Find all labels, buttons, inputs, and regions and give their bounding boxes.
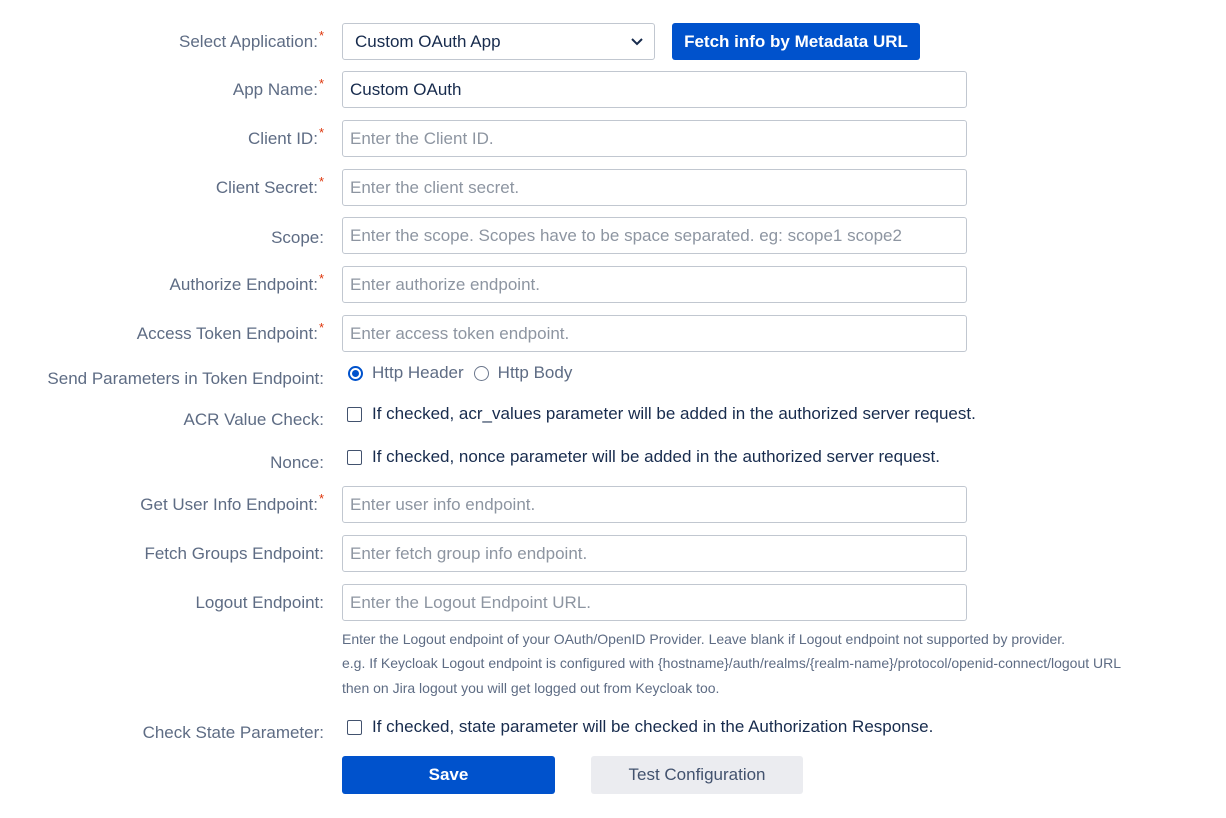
client-secret-label: Client Secret:* xyxy=(215,174,324,197)
scope-input[interactable] xyxy=(342,217,967,254)
chevron-down-icon xyxy=(620,35,654,49)
authorize-endpoint-label: Authorize Endpoint:* xyxy=(169,271,324,294)
send-parameters-radio-group xyxy=(348,363,582,383)
check-state-label: Check State Parameter: xyxy=(142,723,324,742)
fetch-groups-endpoint-label: Fetch Groups Endpoint: xyxy=(144,544,324,563)
select-application-label: Select Application:* xyxy=(179,28,324,51)
app-name-label: App Name:* xyxy=(232,76,324,99)
required-marker: * xyxy=(318,491,324,506)
required-marker: * xyxy=(318,28,324,43)
acr-checkbox[interactable] xyxy=(347,407,362,422)
check-state-checkbox[interactable] xyxy=(347,720,362,735)
radio-http-header[interactable] xyxy=(348,366,363,381)
logout-help-line: then on Jira logout you will get logged out from Keycloak too. xyxy=(342,680,720,696)
required-marker: * xyxy=(318,76,324,91)
acr-value-check-label: ACR Value Check: xyxy=(183,410,324,429)
required-marker: * xyxy=(318,271,324,286)
user-info-endpoint-label: Get User Info Endpoint:* xyxy=(140,491,324,514)
check-state-checkbox-text: If checked, state parameter will be checked in the Authorization Response. xyxy=(372,717,934,736)
logout-endpoint-input[interactable] xyxy=(342,584,967,621)
nonce-checkbox[interactable] xyxy=(347,450,362,465)
client-id-input[interactable] xyxy=(342,120,967,157)
nonce-checkbox-text: If checked, nonce parameter will be added in the authorized server request. xyxy=(372,447,940,466)
test-configuration-button[interactable]: Test Configuration xyxy=(591,756,803,794)
authorize-endpoint-input[interactable] xyxy=(342,266,967,303)
nonce-check-row xyxy=(347,447,940,467)
logout-help-line: Enter the Logout endpoint of your OAuth/OpenID Provider. Leave blank if Logout endpoint not supported by provider. xyxy=(342,631,1066,647)
client-id-label: Client ID:* xyxy=(248,125,324,148)
scope-label: Scope: xyxy=(271,228,324,247)
logout-endpoint-label: Logout Endpoint: xyxy=(195,593,324,612)
radio-http-body-label[interactable]: Http Body xyxy=(497,363,573,382)
fetch-metadata-button[interactable]: Fetch info by Metadata URL xyxy=(672,23,920,60)
user-info-endpoint-input[interactable] xyxy=(342,486,967,523)
radio-http-header-label[interactable]: Http Header xyxy=(372,363,464,382)
check-state-row xyxy=(347,717,933,737)
access-token-endpoint-label: Access Token Endpoint:* xyxy=(136,320,324,343)
save-button[interactable]: Save xyxy=(342,756,555,794)
acr-checkbox-text: If checked, acr_values parameter will be added in the authorized server request. xyxy=(372,404,976,423)
nonce-label: Nonce: xyxy=(270,453,324,472)
send-parameters-label: Send Parameters in Token Endpoint: xyxy=(47,369,324,388)
app-name-input[interactable] xyxy=(342,71,967,108)
radio-http-body[interactable] xyxy=(474,366,489,381)
required-marker: * xyxy=(318,125,324,140)
logout-help-line: e.g. If Keycloak Logout endpoint is configured with {hostname}/auth/realms/{realm-name}/protocol/openid-connect/logout URL xyxy=(342,655,1122,671)
access-token-endpoint-input[interactable] xyxy=(342,315,967,352)
fetch-groups-endpoint-input[interactable] xyxy=(342,535,967,572)
application-select[interactable] xyxy=(342,23,655,60)
client-secret-input[interactable] xyxy=(342,169,967,206)
acr-check-row xyxy=(347,404,976,424)
application-select-value: Custom OAuth App xyxy=(355,31,501,51)
required-marker: * xyxy=(318,320,324,335)
required-marker: * xyxy=(318,174,324,189)
